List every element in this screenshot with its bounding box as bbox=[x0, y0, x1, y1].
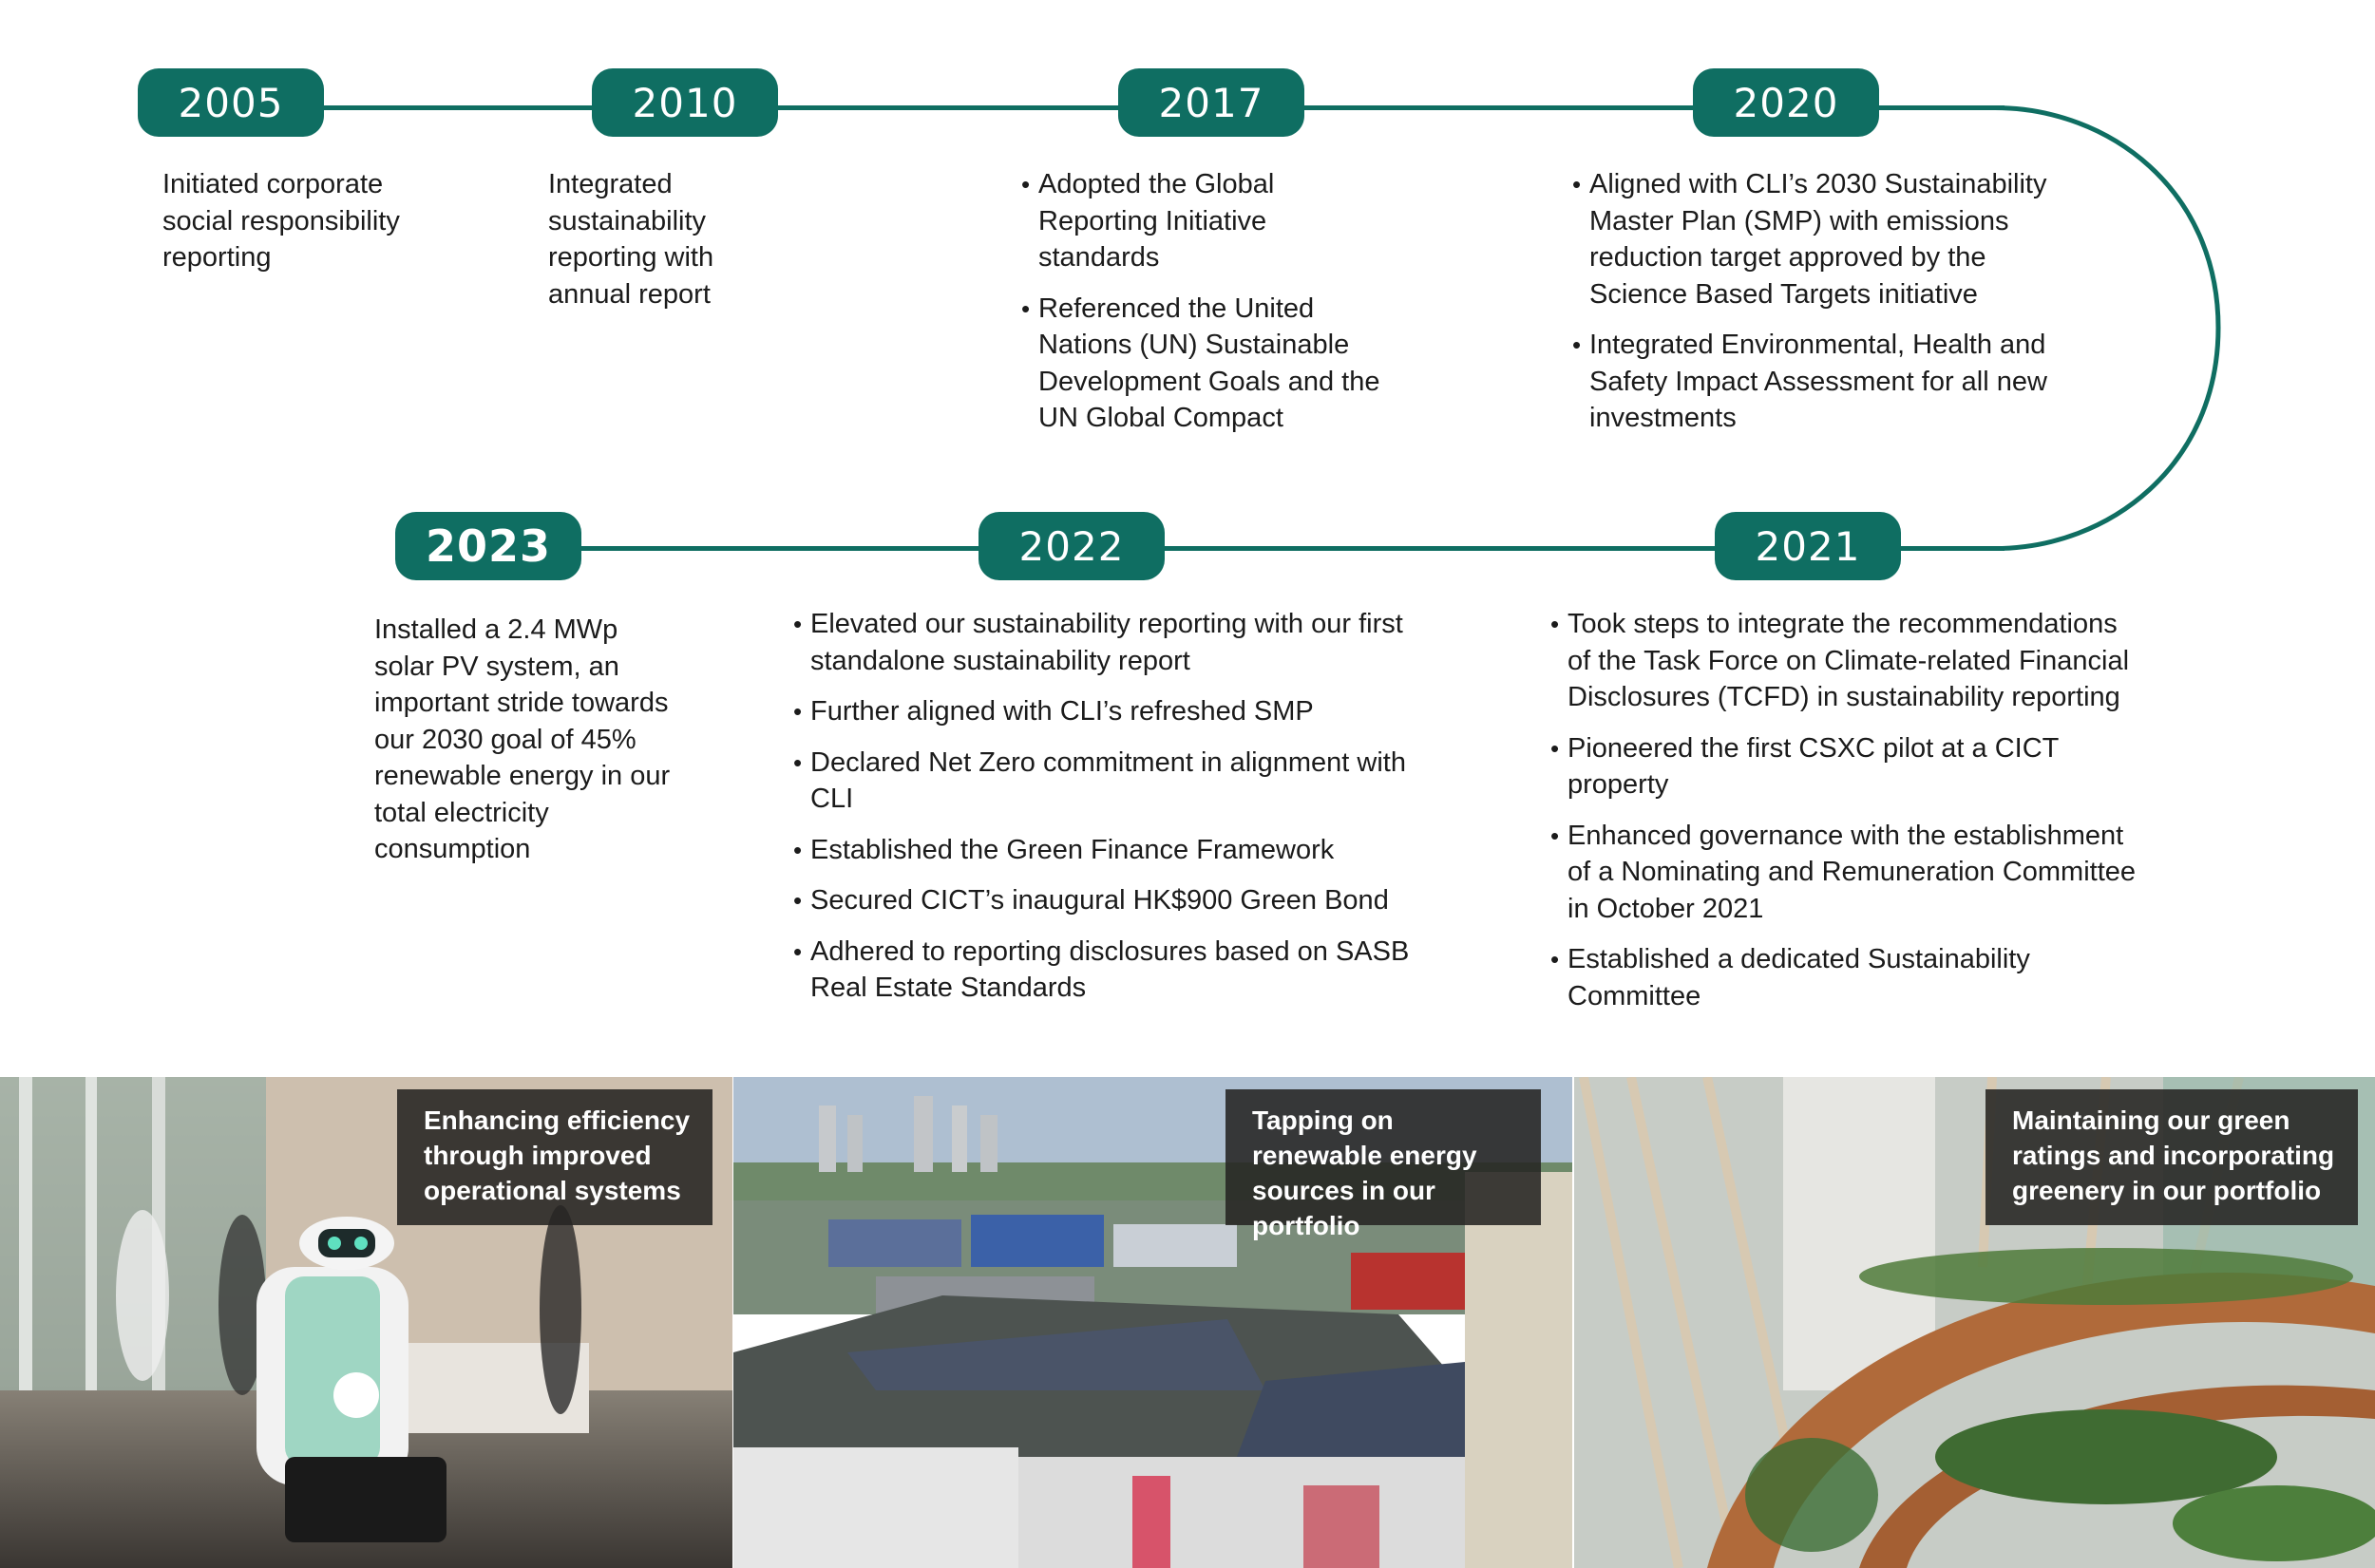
milestone-bullet: • Adhered to reporting disclosures based on SASB Real Estate Standards bbox=[793, 934, 1411, 1007]
milestone-bullet: • Enhanced governance with the establishment of a Nominating and Remuneration Committee in October 2021 bbox=[1550, 818, 2139, 928]
milestone-bullet: • Declared Net Zero commitment in alignment with CLI bbox=[793, 745, 1411, 818]
year-pill-2020 bbox=[1693, 68, 1879, 137]
milestone-bullet: • Adopted the Global Reporting Initiative standards bbox=[1021, 166, 1387, 276]
milestone-text: Initiated corporate social responsibility reporting bbox=[162, 169, 400, 273]
photo-rooftop-solar bbox=[733, 1077, 1572, 1568]
year-label: 2021 bbox=[1755, 522, 1861, 570]
year-pill-2017 bbox=[1118, 68, 1304, 137]
photo-caption: Enhancing efficiency through improved operational systems bbox=[397, 1089, 712, 1225]
milestone-bullet: • Elevated our sustainability reporting with our first standalone sustainability report bbox=[793, 606, 1411, 679]
year-pill-2005 bbox=[138, 68, 324, 137]
year-label: 2005 bbox=[178, 79, 284, 126]
milestone-text: Integrated sustainability reporting with annual report bbox=[548, 169, 714, 310]
milestone-bullet: • Established the Green Finance Framework bbox=[793, 832, 1411, 869]
milestone-2010-description bbox=[548, 166, 738, 312]
photo-caption: Tapping on renewable energy sources in our portfolio bbox=[1226, 1089, 1541, 1225]
milestone-2005-description bbox=[162, 166, 447, 276]
year-pill-2010 bbox=[592, 68, 778, 137]
milestone-bullet: • Took steps to integrate the recommendations of the Task Force on Climate-related Financial Disclosures (TCFD) in sustainability reporting bbox=[1550, 606, 2139, 716]
year-label: 2023 bbox=[425, 520, 552, 572]
milestone-2020-description bbox=[1572, 166, 2057, 451]
photo-caption: Maintaining our green ratings and incorporating greenery in our portfolio bbox=[1986, 1089, 2358, 1225]
year-pill-2023 bbox=[395, 512, 581, 580]
milestone-bullet: • Pioneered the first CSXC pilot at a CICT property bbox=[1550, 730, 2139, 803]
photo-cleaning-robot bbox=[0, 1077, 732, 1568]
year-label: 2017 bbox=[1158, 79, 1264, 126]
year-label: 2022 bbox=[1018, 522, 1125, 570]
milestone-bullet: • Aligned with CLI’s 2030 Sustainability Master Plan (SMP) with emissions reduction target approved by the Science Based Targets initiative bbox=[1572, 166, 2057, 312]
year-label: 2010 bbox=[632, 79, 738, 126]
milestone-2022-description bbox=[793, 606, 1411, 1021]
milestone-text: Installed a 2.4 MWp solar PV system, an important stride towards our 2030 goal of 45% renewable energy in our total electricity consumption bbox=[374, 614, 671, 864]
year-pill-2022 bbox=[978, 512, 1165, 580]
milestone-2023-description bbox=[374, 612, 678, 868]
milestone-2017-description bbox=[1021, 166, 1387, 451]
year-label: 2020 bbox=[1733, 79, 1839, 126]
milestone-bullet: • Referenced the United Nations (UN) Sustainable Development Goals and the UN Global Compact bbox=[1021, 291, 1387, 437]
milestone-2021-description bbox=[1550, 606, 2139, 1029]
milestone-bullet: • Established a dedicated Sustainability Committee bbox=[1550, 941, 2139, 1014]
milestone-bullet: • Integrated Environmental, Health and Safety Impact Assessment for all new investments bbox=[1572, 327, 2057, 437]
milestone-bullet: • Secured CICT’s inaugural HK$900 Green Bond bbox=[793, 882, 1411, 919]
photo-sky-garden bbox=[1574, 1077, 2375, 1568]
milestone-bullet: • Further aligned with CLI’s refreshed SMP bbox=[793, 693, 1411, 730]
year-pill-2021 bbox=[1715, 512, 1901, 580]
